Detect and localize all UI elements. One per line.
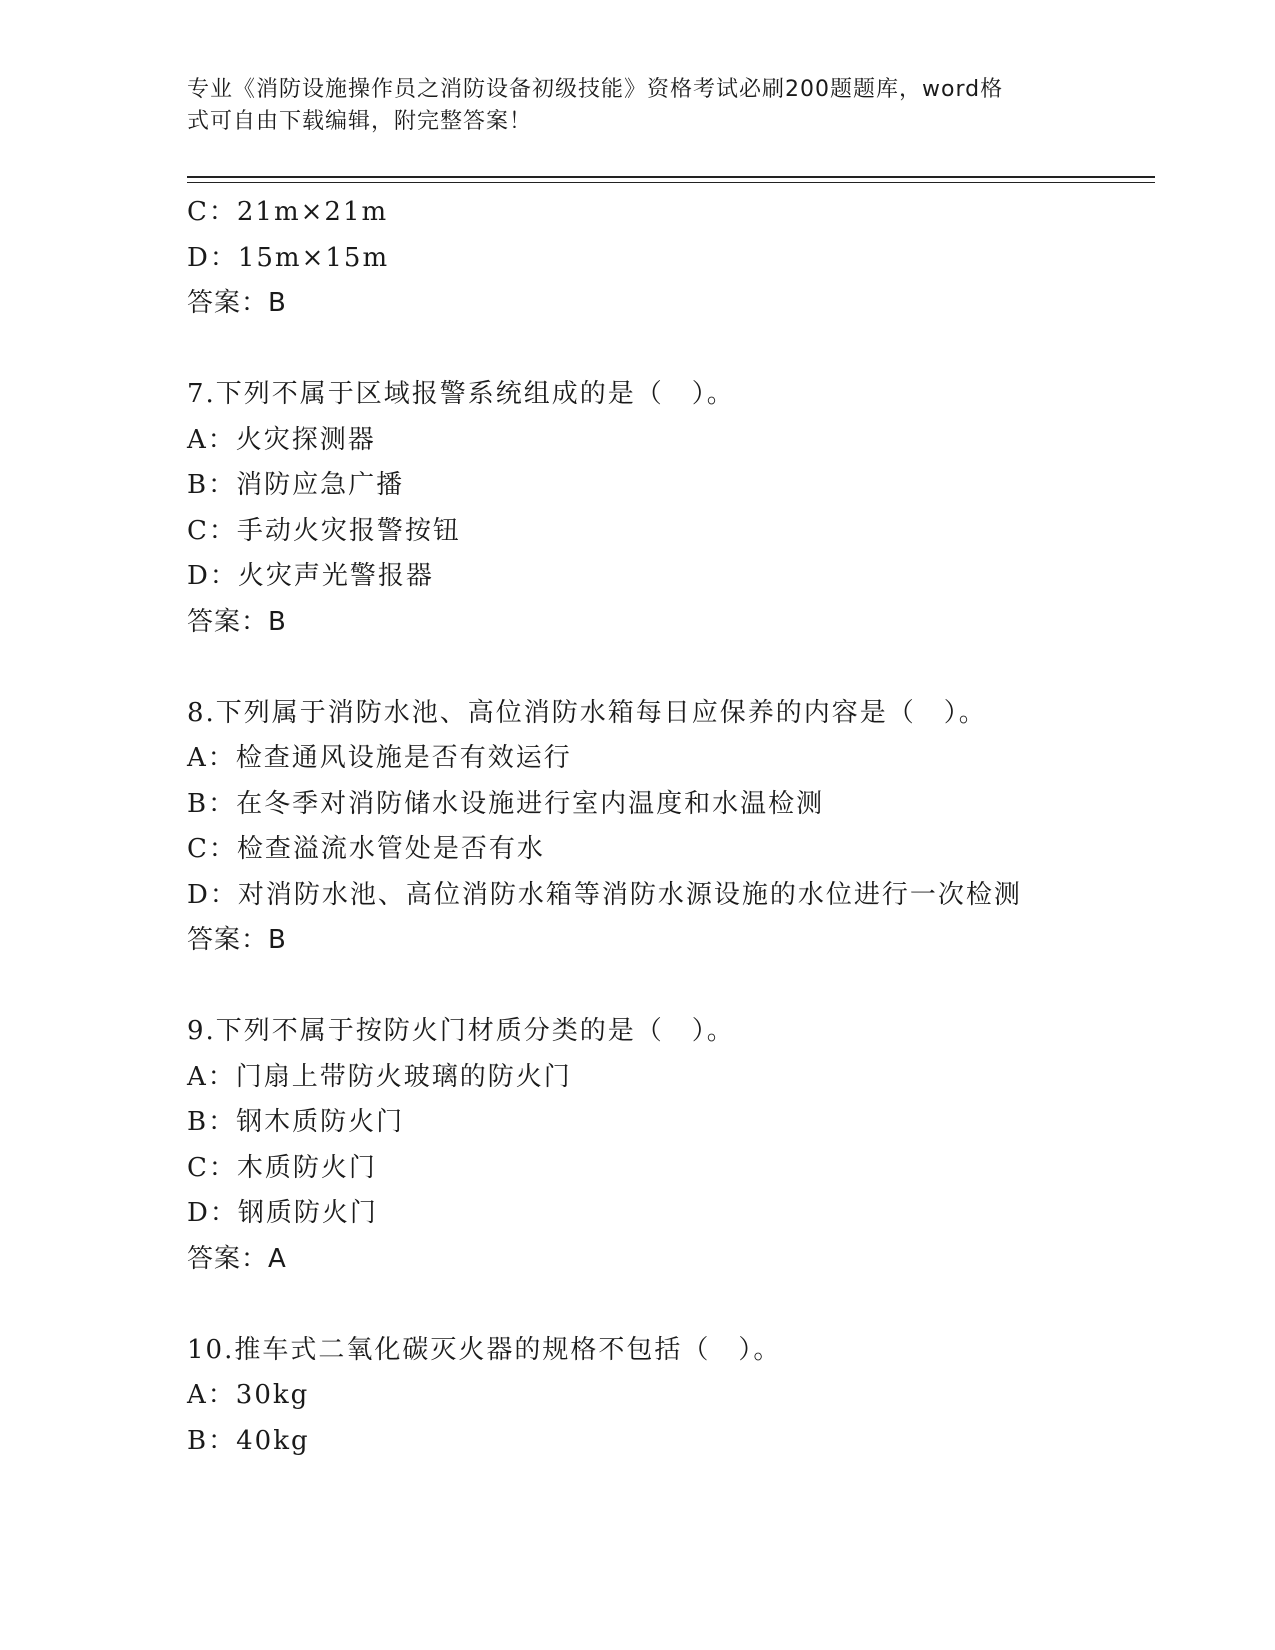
spacer	[187, 1282, 1147, 1328]
option-c: C：手动火灾报警按钮	[187, 515, 461, 546]
option-c: C：检查溢流水管处是否有水	[187, 834, 545, 864]
spacer	[187, 964, 1147, 1010]
option-a: A：30kg	[187, 1380, 310, 1410]
option-b: B：在冬季对消防储水设施进行室内温度和水温检测	[187, 788, 825, 819]
option-b: B：钢木质防火门	[187, 1107, 405, 1137]
answer-line: 答案：B	[187, 925, 287, 955]
answer-line: 答案：B	[187, 288, 287, 318]
question-stem-8: 8.下列属于消防水池、高位消防水箱每日应保养的内容是（ ）。	[187, 697, 987, 728]
question-list	[187, 190, 1147, 1464]
spacer	[187, 645, 1147, 691]
question-stem-7: 7.下列不属于区域报警系统组成的是（ ）。	[187, 379, 735, 409]
spacer	[187, 327, 1147, 373]
option-a: A：检查通风设施是否有效运行	[187, 743, 572, 773]
answer-line: 答案：B	[187, 606, 287, 637]
header-divider-thick	[187, 176, 1155, 178]
option-a: A：火灾探测器	[187, 424, 376, 455]
header-line-1: 专业《消防设施操作员之消防设备初级技能》资格考试必刷200题题库，word格	[187, 77, 1004, 102]
answer-line: 答案：A	[187, 1243, 287, 1274]
question-stem-9: 9.下列不属于按防火门材质分类的是（ ）。	[187, 1016, 735, 1046]
option-d: D：对消防水池、高位消防水箱等消防水源设施的水位进行一次检测	[187, 879, 1022, 910]
option-b: B：40kg	[187, 1425, 310, 1456]
option-b: B：消防应急广播	[187, 470, 405, 500]
option-c: C：21m×21m	[187, 197, 389, 227]
header-line-2: 式可自由下载编辑，附完整答案！	[187, 109, 533, 134]
header-divider-thin	[187, 182, 1155, 183]
document-header	[187, 74, 1067, 138]
option-d: D：钢质防火门	[187, 1198, 378, 1228]
question-stem-10: 10.推车式二氧化碳灭火器的规格不包括（ ）。	[187, 1334, 782, 1365]
option-d: D：15m×15m	[187, 242, 390, 273]
option-d: D：火灾声光警报器	[187, 561, 434, 591]
option-a: A：门扇上带防火玻璃的防火门	[187, 1061, 572, 1092]
option-c: C：木质防火门	[187, 1152, 377, 1183]
